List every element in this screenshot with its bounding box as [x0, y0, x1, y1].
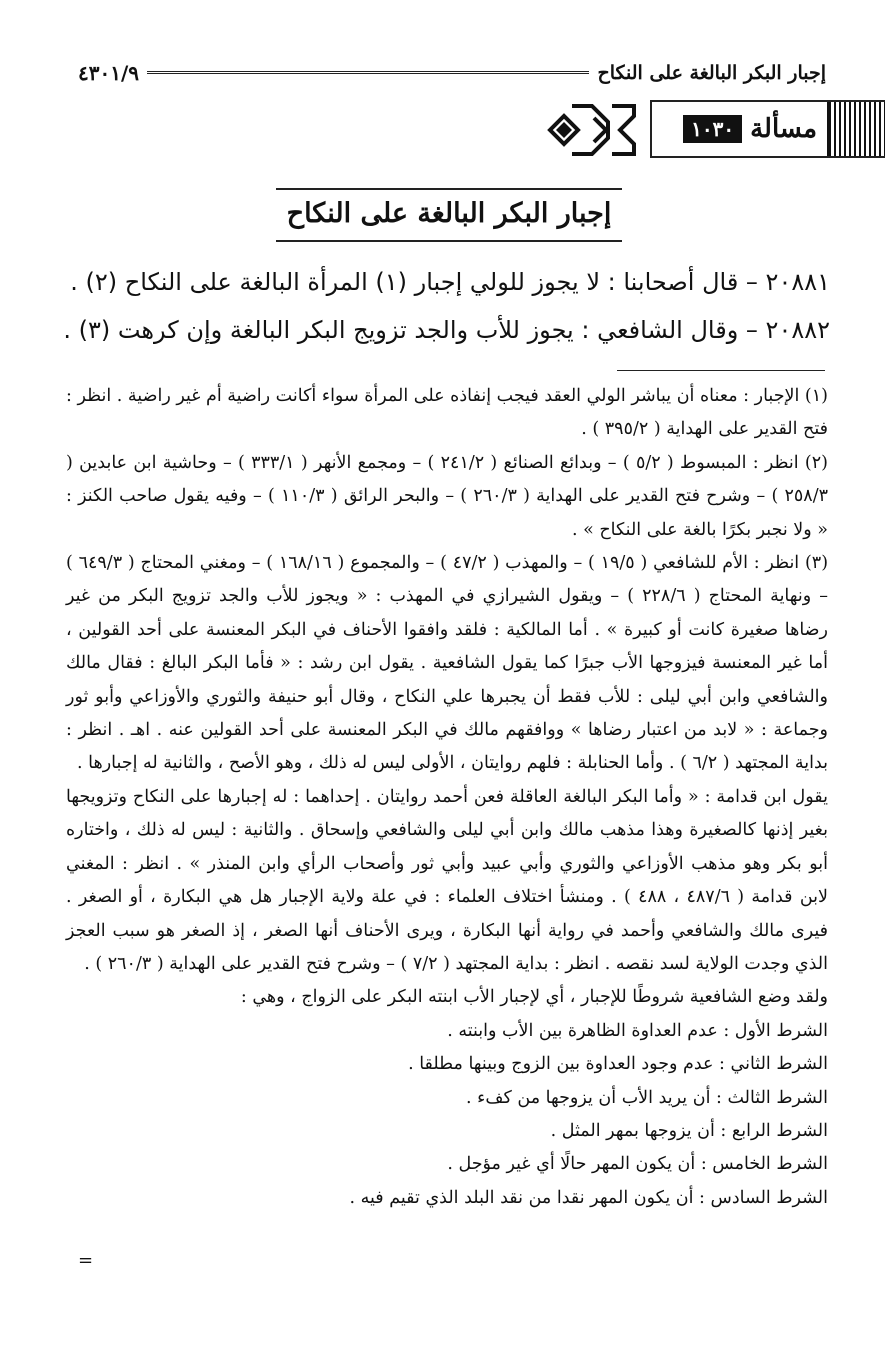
footnote-separator [617, 370, 825, 371]
banner-hatch-decoration [827, 102, 885, 156]
footnote-3-ibn-qudama: يقول ابن قدامة : « وأما البكر البالغة العاقلة فعن أحمد روايتان . إحداهما : له إجبارها على النكاح وتزويجها بغير إذنها كالصغيرة وهذا مذهب مالك وابن أبي ليلى والشافعي وإسحاق . والثانية : ليس له ذلك ، واختاره أبو بكر وهو مذهب الأوزاعي والثوري وأبي عبيد وأبي ثور وأصحاب الرأي وابن المنذر » . انظر : المغني لابن قدامة ( ٤٨٧/٦ ، ٤٨٨ ) . ومنشأ اختلاف العلماء : في علة ولاية الإجبار هل هي البكارة ، أو الصغر . فيرى مالك والشافعي وأحمد في رواية أنها البكارة ، ويرى الأحناف أنها الصغر ، إذ الصغر هو سبب العجز الذي وجدت الولاية لسد نقصه . انظر : بداية المجتهد ( ٧/٢ ) – وشرح فتح القدير على الهداية ( ٢٦٠/٣ ) . [66, 786, 829, 974]
footnotes [66, 380, 828, 1215]
condition-3: الشرط الثالث : أن يريد الأب أن يزوجها من كفء . [466, 1087, 828, 1108]
footnote-continuation-mark: = [78, 1250, 94, 1271]
running-title: إجبار البكر البالغة على النكاح [597, 62, 826, 84]
header-rule [147, 71, 589, 76]
paragraph-20881: ٢٠٨٨١ – قال أصحابنا : لا يجوز للولي إجبار (١) المرأة البالغة على النكاح (٢) . [70, 268, 830, 296]
footnote-3: (٣) انظر : الأم للشافعي ( ١٩/٥ ) – والمهذب ( ٤٧/٢ ) – والمجموع ( ١٦٨/١٦ ) – ومغني المحتاج ( ٦٤٩/٣ ) – ونهاية المحتاج ( ٢٢٨/٦ ) – ويقول الشيرازي في المهذب : « ويجوز للأب والجد تزويج البكر من غير رضاها صغيرة كانت أو كبيرة » . أما المالكية : فلقد وافقوا الأحناف في البكر المعنسة على أحد القولين ، أما غير المعنسة فيزوجها الأب جبرًا كما يقول الشافعية . يقول ابن رشد : « فأما البكر البالغ : فقال مالك والشافعي وابن أبي ليلى : للأب فقط أن يجبرها علي النكاح ، وقال أبو حنيفة والثوري والأوزاعي وأبو ثور وجماعة : « لابد من اعتبار رضاها » ووافقهم مالك في البكر المعنسة على أحد القولين عنه . اهـ . انظر : بداية المجتهد ( ٦/٢ ) . وأما الحنابلة : فلهم روايتان ، الأولى ليس له ذلك ، وهو الأصح ، والثانية له إجبارها . [66, 553, 829, 774]
footnote-1: (١) الإجبار : معناه أن يباشر الولي العقد فيجب إنفاذه على المرأة سواء أكانت راضية أم غير راضية . انظر : فتح القدير على الهداية ( ٣٩٥/٢ ) . [66, 386, 828, 440]
condition-4: الشرط الرابع : أن يزوجها بمهر المثل . [550, 1120, 828, 1141]
running-header [78, 56, 826, 90]
condition-1: الشرط الأول : عدم العداوة الظاهرة بين الأب وابنته . [447, 1020, 828, 1041]
footnote-2: (٢) انظر : المبسوط ( ٥/٢ ) – وبدائع الصنائع ( ٢٤١/٢ ) – ومجمع الأنهر ( ٣٣٣/١ ) – وحاشية ابن عابدين ( ٢٥٨/٣ ) – وشرح فتح القدير على الهداية ( ٢٦٠/٣ ) – والبحر الرائق ( ١١٠/٣ ) – وفيه يقول صاحب الكنز : « ولا نجبر بكرًا بالغة على النكاح » . [66, 452, 828, 540]
chapter-title: إجبار البكر البالغة على النكاح [276, 188, 622, 242]
question-number: ١٠٣٠ [683, 115, 742, 143]
condition-2: الشرط الثاني : عدم وجود العداوة بين الزوج وبينها مطلقا . [408, 1054, 828, 1075]
question-label: مسألة [750, 114, 817, 144]
page-reference: ٤٣٠١/٩ [78, 61, 140, 85]
condition-6: الشرط السادس : أن يكون المهر نقدا من نقد البلد الذي تقيم فيه . [349, 1187, 828, 1208]
main-text [60, 258, 830, 354]
footnote-3-conditions-intro: ولقد وضع الشافعية شروطًا للإجبار ، أي لإجبار الأب ابنته البكر على الزواج ، وهي : [240, 987, 828, 1008]
question-banner [650, 100, 885, 158]
ornament-icon [542, 98, 642, 162]
paragraph-20882: ٢٠٨٨٢ – وقال الشافعي : يجوز للأب والجد تزويج البكر البالغة وإن كرهت (٣) . [63, 316, 830, 344]
condition-5: الشرط الخامس : أن يكون المهر حالًا أي غير مؤجل . [447, 1154, 828, 1175]
